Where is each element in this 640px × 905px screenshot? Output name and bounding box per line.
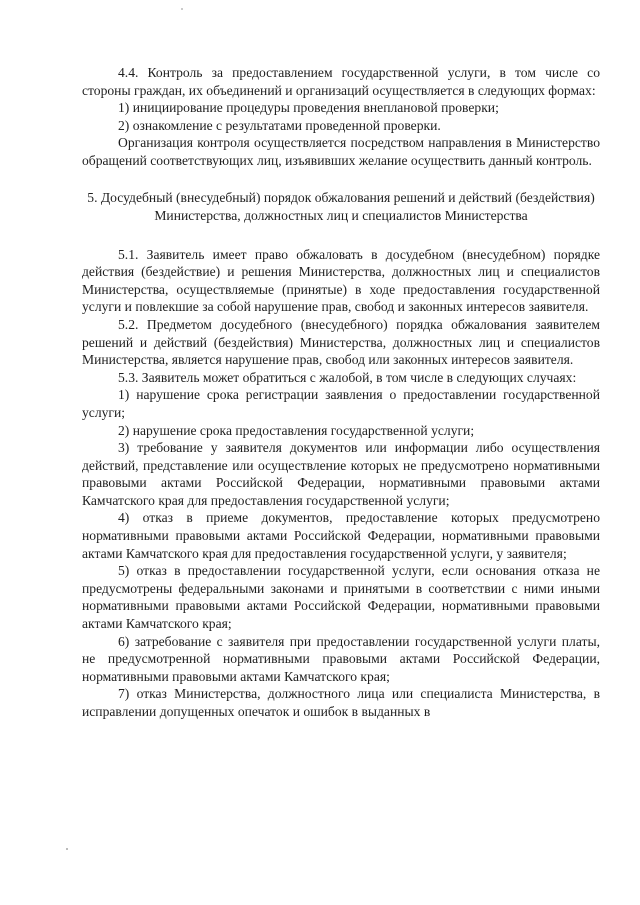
complaint-case-item: 2) нарушение срока предоставления государственной услуги;	[118, 422, 475, 438]
paragraph-5-1: 5.1. Заявитель имеет право обжаловать в досудебном (внесудебном) порядке действия (бездействие) и решения Министерства, должностных лиц и специалистов Министерства, осуществляемые (принятые) в ходе предоставления государственной услуги и повлекшие за собой нарушение прав, свобод и законных интересов заявителя.	[82, 246, 600, 315]
complaint-case-item: 7) отказ Министерства, должностного лица или специалиста Министерства, в исправлении допущенных опечаток и ошибок в выданных в	[82, 686, 600, 719]
complaint-case-item: 6) затребование с заявителя при предоставлении государственной услуги платы, не предусмотренной нормативными правовыми актами Российской Федерации, нормативными правовыми актами Камчатского края;	[82, 633, 600, 684]
paragraph-5-2: 5.2. Предметом досудебного (внесудебного) порядка обжалования заявителем решений и действий (бездействия) Министерства, должностных лиц и специалистов Министерства, является нарушение прав, свобод или законных интересов заявителя.	[82, 316, 600, 368]
section-5-heading: 5. Досудебный (внесудебный) порядок обжалования решений и действий (бездействия) Министерства, должностных лиц и специалистов Министерства	[87, 189, 595, 223]
control-form-item: 2) ознакомление с результатами проведенной проверки.	[118, 117, 441, 133]
paragraph-5-3: 5.3. Заявитель может обратиться с жалобой, в том числе в следующих случаях:	[118, 369, 577, 385]
control-form-item: 1) инициирование процедуры проведения внеплановой проверки;	[118, 100, 499, 116]
complaint-case-item: 5) отказ в предоставлении государственной услуги, если основания отказа не предусмотрены федеральными законами и принятыми в соответствии с ними иными нормативными правовыми актами Российской Федерации, нормативными правовыми актами Камчатского края;	[82, 563, 600, 632]
scan-speck	[66, 848, 68, 850]
document-body	[82, 64, 600, 721]
scan-speck	[181, 8, 183, 10]
complaint-case-item: 4) отказ в приеме документов, предоставление которых предусмотрено нормативными правовыми актами Российской Федерации, нормативными правовыми актами Камчатского края для предоставления государственной услуги, у заявителя;	[82, 510, 600, 561]
paragraph-4-4: 4.4. Контроль за предоставлением государственной услуги, в том числе со стороны граждан, их объединений и организаций осуществляется в следующих формах:	[82, 65, 600, 98]
complaint-case-item: 3) требование у заявителя документов или информации либо осуществления действий, представление или осуществление которых не предусмотрено нормативными правовыми актами Российской Федерации, нормативными правовыми актами Камчатского края для предоставления государственной услуги;	[82, 440, 600, 508]
paragraph-control-organization: Организация контроля осуществляется посредством направления в Министерство обращений соответствующих лиц, изъявивших желание осуществить данный контроль.	[82, 135, 600, 168]
complaint-case-item: 1) нарушение срока регистрации заявления о предоставлении государственной услуги;	[82, 387, 600, 420]
